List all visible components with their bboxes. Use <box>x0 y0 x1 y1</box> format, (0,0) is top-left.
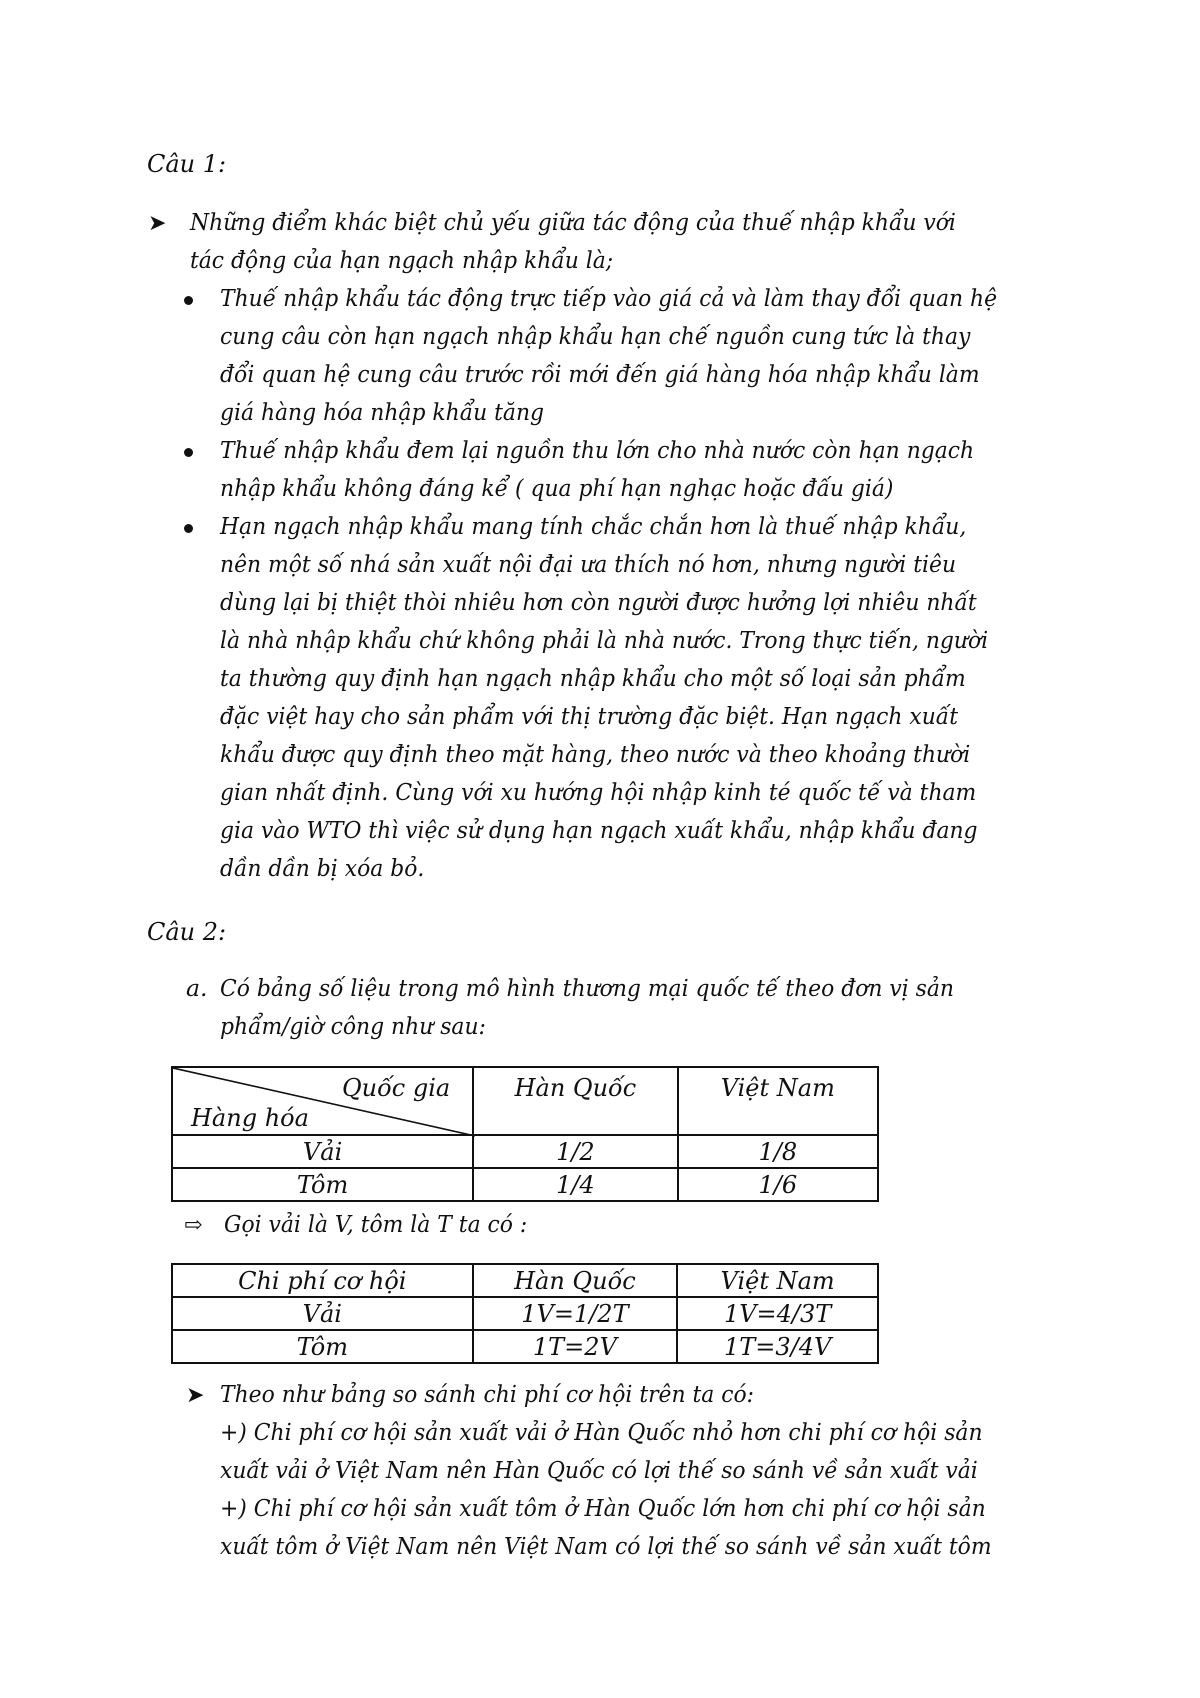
table-row <box>172 1330 878 1363</box>
bullet-1-line: đổi quan hệ cung câu trước rồi mới đến giá hàng hóa nhập khẩu làm <box>220 360 980 388</box>
conclusion-lead: Theo như bảng so sánh chi phí cơ hội trên ta có: <box>220 1380 755 1408</box>
question-1-heading: Câu 1: <box>147 150 227 178</box>
conclusion-line: +) Chi phí cơ hội sản xuất vải ở Hàn Quốc nhỏ hơn chi phí cơ hội sản <box>220 1418 983 1446</box>
table-cell: 1/8 <box>678 1135 878 1168</box>
bullet-3-line: là nhà nhập khẩu chứ không phải là nhà nước. Trong thực tiến, người <box>220 626 989 654</box>
table-row <box>172 1297 878 1330</box>
bullet-3-line: đặc việt hay cho sản phẩm với thị trường đặc biệt. Hạn ngạch xuất <box>220 702 958 730</box>
table-cell: 1/4 <box>473 1168 677 1201</box>
bullet-2-line: Thuế nhập khẩu đem lại nguồn thu lớn cho nhà nước còn hạn ngạch <box>220 436 975 464</box>
col-vietnam-header: Việt Nam <box>678 1067 878 1135</box>
opportunity-cost-header: Chi phí cơ hội <box>172 1264 473 1297</box>
header-goods-label: Hàng hóa <box>191 1104 309 1132</box>
bullet-dot-icon <box>184 524 193 533</box>
bullet-2-line: nhập khẩu không đáng kể ( qua phí hạn nghạc hoặc đấu giá) <box>220 474 894 502</box>
row-label: Tôm <box>172 1168 473 1201</box>
diagonal-header-cell <box>172 1067 473 1135</box>
bullet-3-line: dùng lại bị thiệt thòi nhiêu hơn còn người được hưởng lợi nhiêu nhất <box>220 588 977 616</box>
conclusion-line: +) Chi phí cơ hội sản xuất tôm ở Hàn Quốc lớn hơn chi phí cơ hội sản <box>220 1494 986 1522</box>
bullet-3-line: dần dần bị xóa bỏ. <box>220 854 425 882</box>
table-row <box>172 1135 878 1168</box>
bullet-3-line: Hạn ngạch nhập khẩu mang tính chắc chắn hơn là thuế nhập khẩu, <box>220 512 967 540</box>
row-label: Tôm <box>172 1330 473 1363</box>
bullet-1-line: cung câu còn hạn ngạch nhập khẩu hạn chế nguồn cung tức là thay <box>220 322 971 350</box>
row-label: Vải <box>172 1297 473 1330</box>
table-cell: 1V=4/3T <box>677 1297 878 1330</box>
question-2-heading: Câu 2: <box>147 918 227 946</box>
col-korea-header: Hàn Quốc <box>473 1264 678 1297</box>
bullet-3-line: khẩu được quy định theo mặt hàng, theo nước và theo khoảng thười <box>220 740 971 768</box>
row-label: Vải <box>172 1135 473 1168</box>
bullet-dot-icon <box>184 448 193 457</box>
bullet-dot-icon <box>184 296 193 305</box>
bullet-3-line: nên một số nhá sản xuất nội đại ưa thích nó hơn, nhưng người tiêu <box>220 550 957 578</box>
bullet-3-line: gia vào WTO thì việc sử dụng hạn ngạch xuất khẩu, nhập khẩu đang <box>220 816 978 844</box>
conclusion-line: xuất tôm ở Việt Nam nên Việt Nam có lợi thế so sánh về sản xuất tôm <box>220 1532 992 1560</box>
table-cell: 1T=3/4V <box>677 1330 878 1363</box>
q1-intro-line: Những điểm khác biệt chủ yếu giữa tác động của thuế nhập khẩu với <box>190 208 956 236</box>
table-cell: 1/6 <box>678 1168 878 1201</box>
q1-intro-line: tác động của hạn ngạch nhập khẩu là; <box>190 246 614 274</box>
variable-definition-line: Gọi vải là V, tôm là T ta có : <box>224 1210 528 1238</box>
col-korea-header: Hàn Quốc <box>473 1067 677 1135</box>
col-vietnam-header: Việt Nam <box>677 1264 878 1297</box>
header-country-label: Quốc gia <box>341 1074 451 1102</box>
right-arrow-icon: ⇨ <box>184 1213 203 1238</box>
table-cell: 1/2 <box>473 1135 677 1168</box>
arrowhead-bullet-icon: ➤ <box>148 211 167 236</box>
productivity-table <box>171 1066 879 1202</box>
part-a-line: Có bảng số liệu trong mô hình thương mại quốc tế theo đơn vị sản <box>220 974 955 1002</box>
part-a-line: phẩm/giờ công như sau: <box>220 1012 486 1040</box>
bullet-3-line: ta thường quy định hạn ngạch nhập khẩu cho một số loại sản phẩm <box>220 664 966 692</box>
arrowhead-bullet-icon: ➤ <box>186 1383 205 1408</box>
bullet-1-line: Thuế nhập khẩu tác động trực tiếp vào giá cả và làm thay đổi quan hệ <box>220 284 998 312</box>
bullet-3-line: gian nhất định. Cùng với xu hướng hội nhập kinh té quốc tế và tham <box>220 778 977 806</box>
table-cell: 1T=2V <box>473 1330 678 1363</box>
table-cell: 1V=1/2T <box>473 1297 678 1330</box>
table-row <box>172 1168 878 1201</box>
bullet-1-line: giá hàng hóa nhập khẩu tăng <box>220 398 545 426</box>
opportunity-cost-table <box>171 1263 879 1364</box>
conclusion-line: xuất vải ở Việt Nam nên Hàn Quốc có lợi thế so sánh về sản xuất vải <box>220 1456 978 1484</box>
part-a-marker: a. <box>186 974 208 1002</box>
